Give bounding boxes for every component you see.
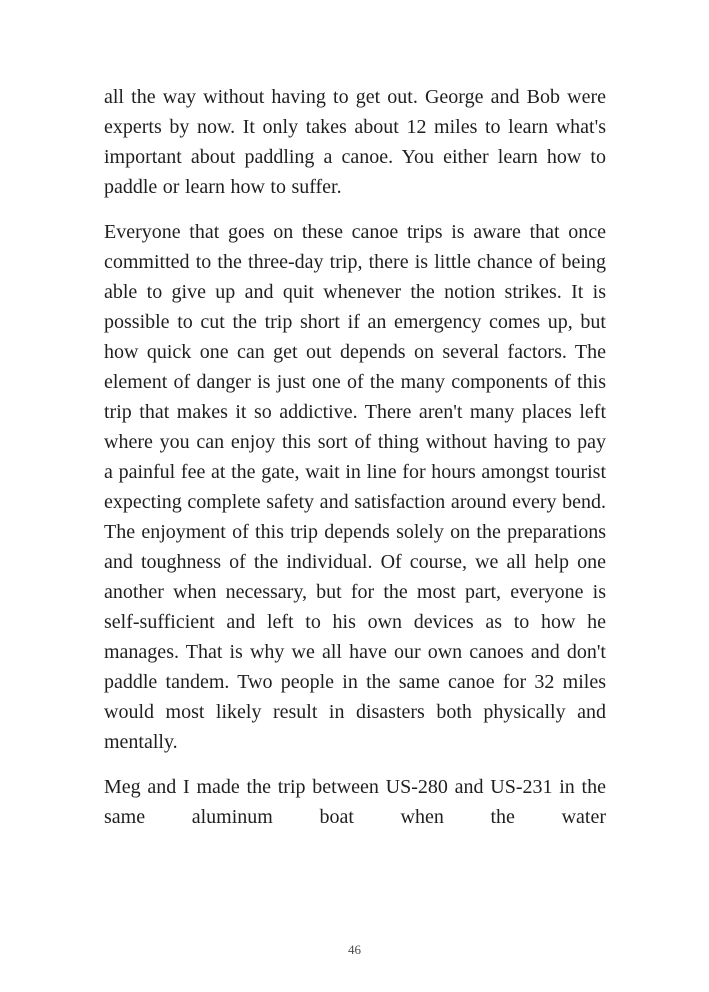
page-content [104, 82, 606, 832]
paragraph-1: all the way without having to get out. George and Bob were experts by now. It only takes about 12 miles to learn what's important about paddling a canoe. You either learn how to paddle or learn how to suffer. [104, 86, 606, 198]
paragraph-2: Everyone that goes on these canoe trips is aware that once committed to the three-day trip, there is little chance of being able to give up and quit whenever the notion strikes. It is possible to cut the trip short if an emergency comes up, but how quick one can get out depends on several factors. The element of danger is just one of the many components of this trip that makes it so addictive. There aren't many places left where you can enjoy this sort of thing without having to pay a painful fee at the gate, wait in line for hours amongst tourist expecting complete safety and satisfaction around every bend. The enjoyment of this trip depends solely on the preparations and toughness of the individual. Of course, we all help one another when necessary, but for the most part, everyone is self-sufficient and left to his own devices as to how he manages. That is why we all have our own canoes and don't paddle tandem. Two people in the same canoe for 32 miles would most likely result in disasters both physically and mentally. [104, 221, 606, 753]
paragraph-3: Meg and I made the trip between US-280 and US-231 in the same aluminum boat when the water [104, 776, 606, 828]
page-number: 46 [348, 942, 361, 957]
